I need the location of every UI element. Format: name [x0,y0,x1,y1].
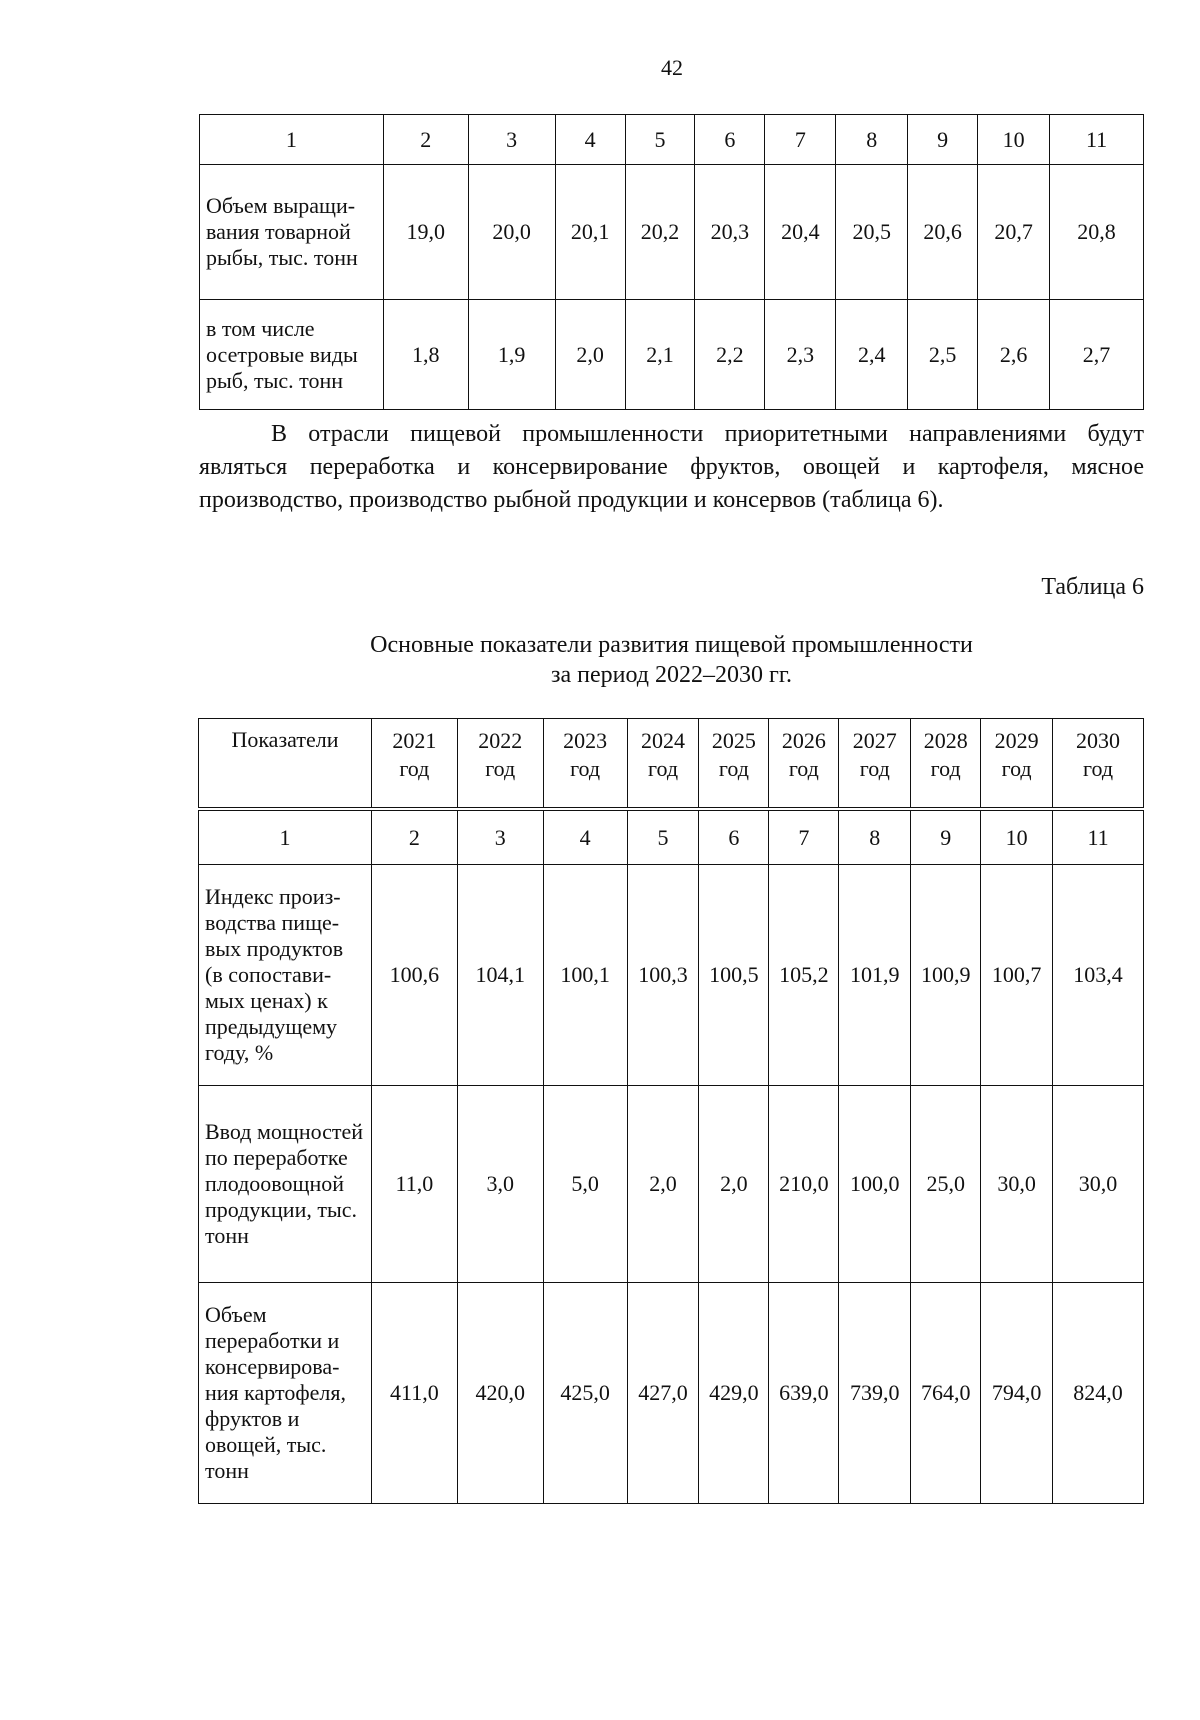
table-cell: 100,7 [981,865,1053,1086]
year-label: 2029 [994,728,1039,753]
table-cell: 427,0 [627,1283,699,1504]
food-industry-indicators-table [198,718,1144,1504]
year-header [839,719,911,810]
year-header [627,719,699,810]
year-suffix: год [859,756,890,781]
column-number: 10 [981,809,1053,865]
column-number: 1 [199,809,372,865]
year-header [457,719,543,810]
table-cell: 19,0 [383,165,468,300]
table-cell: 5,0 [543,1086,627,1283]
table-cell: 100,9 [911,865,981,1086]
table-cell: 639,0 [769,1283,839,1504]
body-paragraph: В отрасли пищевой промышленности приоритетными направлениями будут являться переработка и консервирование фруктов, овощей и картофеля, мясное производство, производство рыбной продукции и консервов (таблица 6). [199,421,1144,513]
year-suffix: год [718,756,749,781]
column-number: 10 [978,115,1050,165]
table-cell: 101,9 [839,865,911,1086]
table-cell: 20,7 [978,165,1050,300]
table-cell: 25,0 [911,1086,981,1283]
table-row [199,865,1144,1086]
year-header [981,719,1053,810]
table-cell: 20,1 [555,165,625,300]
table-cell: 100,5 [699,865,769,1086]
table-cell: 105,2 [769,865,839,1086]
table-cell: 100,1 [543,865,627,1086]
column-number: 5 [627,809,699,865]
table-cell: 20,0 [468,165,555,300]
column-number: 6 [695,115,765,165]
table-cell: 104,1 [457,865,543,1086]
table-cell: 20,5 [836,165,908,300]
year-suffix: год [1083,756,1114,781]
table-cell: 20,3 [695,165,765,300]
table-cell: 11,0 [371,1086,457,1283]
table-row [200,165,1144,300]
table-cell: 425,0 [543,1283,627,1504]
row-label: в том числе осетровые виды рыб, тыс. тонн [200,300,384,410]
table-cell: 210,0 [769,1086,839,1283]
table-cell: 20,2 [625,165,695,300]
table-caption: Таблица 6 [1041,574,1144,600]
table-cell: 1,8 [383,300,468,410]
column-number: 4 [555,115,625,165]
year-suffix: год [570,756,601,781]
header-row [200,115,1144,165]
year-label: 2021 [392,728,437,753]
table-cell: 2,1 [625,300,695,410]
table-row [200,300,1144,410]
table-cell: 100,6 [371,865,457,1086]
table-cell: 764,0 [911,1283,981,1504]
column-number: 7 [765,115,836,165]
table-cell: 2,7 [1050,300,1144,410]
column-number: 11 [1053,809,1144,865]
table-cell: 429,0 [699,1283,769,1504]
year-label: 2024 [641,728,685,753]
table-cell: 100,3 [627,865,699,1086]
column-numbers-row [199,809,1144,865]
fish-farming-table [199,114,1144,410]
table-row [199,1283,1144,1504]
table-cell: 2,2 [695,300,765,410]
table-cell: 420,0 [457,1283,543,1504]
table-cell: 739,0 [839,1283,911,1504]
table-cell: 20,6 [908,165,978,300]
year-label: 2026 [781,728,826,753]
year-label: 2023 [563,728,608,753]
year-header [1053,719,1144,810]
column-number: 7 [769,809,839,865]
table-cell: 30,0 [1053,1086,1144,1283]
table-cell: 794,0 [981,1283,1053,1504]
column-number: 3 [457,809,543,865]
table-cell: 2,0 [627,1086,699,1283]
table-title [199,630,1144,690]
year-header [371,719,457,810]
year-header [543,719,627,810]
table-cell: 103,4 [1053,865,1144,1086]
table-row [199,1086,1144,1283]
table-cell: 100,0 [839,1086,911,1283]
column-number: 4 [543,809,627,865]
year-label: 2027 [852,728,897,753]
indicators-header: Показатели [199,719,372,810]
table-cell: 824,0 [1053,1283,1144,1504]
year-label: 2028 [923,728,968,753]
table-cell: 30,0 [981,1086,1053,1283]
table-cell: 2,6 [978,300,1050,410]
table-cell: 1,9 [468,300,555,410]
table-cell: 20,4 [765,165,836,300]
year-suffix: год [647,756,679,781]
column-number: 2 [371,809,457,865]
year-suffix: год [485,756,516,781]
year-suffix: год [930,756,961,781]
table-cell: 20,8 [1050,165,1144,300]
column-number: 8 [839,809,911,865]
column-number: 3 [468,115,555,165]
column-number: 8 [836,115,908,165]
table-cell: 2,4 [836,300,908,410]
header-row [199,719,1144,810]
year-header [769,719,839,810]
row-label: Индекс произ-водства пище-вых продуктов (в сопостави-мых ценах) к предыдущему году, % [199,865,372,1086]
table-cell: 3,0 [457,1086,543,1283]
year-header [699,719,769,810]
year-label: 2030 [1076,728,1121,753]
row-label: Ввод мощностей по переработке плодоовощной продукции, тыс. тонн [199,1086,372,1283]
column-number: 5 [625,115,695,165]
column-number: 2 [383,115,468,165]
table-cell: 2,0 [555,300,625,410]
column-number: 6 [699,809,769,865]
table-cell: 2,3 [765,300,836,410]
column-number: 11 [1050,115,1144,165]
year-header [911,719,981,810]
page-number: 42 [661,55,683,80]
year-label: 2022 [478,728,523,753]
row-label: Объем выращи-вания товарной рыбы, тыс. тонн [200,165,384,300]
year-suffix: год [1001,756,1032,781]
table-cell: 2,5 [908,300,978,410]
year-label: 2025 [711,728,756,753]
table-title-line: за период 2022–2030 гг. [551,662,792,688]
year-suffix: год [788,756,819,781]
row-label: Объем переработки и консервирова-ния картофеля, фруктов и овощей, тыс. тонн [199,1283,372,1504]
year-suffix: год [399,756,430,781]
column-number: 9 [908,115,978,165]
table-cell: 411,0 [371,1283,457,1504]
table-cell: 2,0 [699,1086,769,1283]
table-title-line: Основные показатели развития пищевой промышленности [370,632,973,658]
column-number: 1 [200,115,384,165]
column-number: 9 [911,809,981,865]
